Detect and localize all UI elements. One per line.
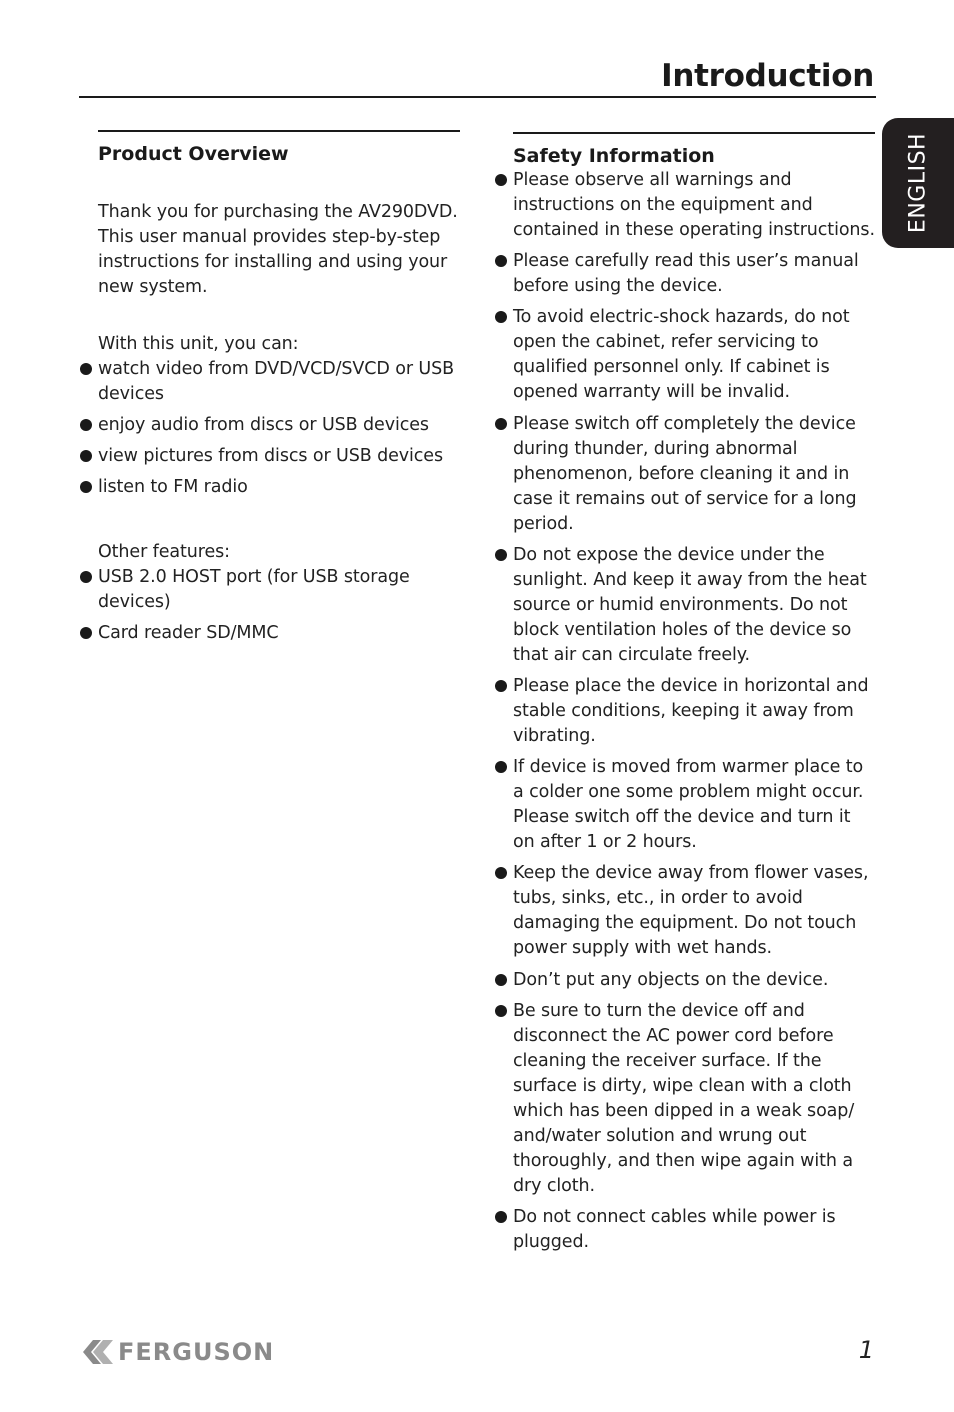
features-label: With this unit, you can: [98, 334, 299, 354]
brand-name: FERGUSON [118, 1338, 275, 1366]
title-divider [79, 96, 876, 98]
list-item: Don’t put any objects on the device. [513, 968, 875, 993]
intro-paragraph: Thank you for purchasing the AV290DVD. This user manual provides step-by-step instructions for installing and using your new system. [98, 202, 458, 297]
section-divider [513, 132, 875, 134]
brand-logo [81, 1336, 274, 1368]
list-item: Do not connect cables while power is plugged. [513, 1205, 875, 1255]
list-item: Keep the device away from flower vases, tubs, sinks, etc., in order to avoid damaging the equipment. Do not touch power supply with wet hands. [513, 861, 875, 961]
page-number: 1 [858, 1336, 874, 1364]
language-tab [882, 118, 954, 248]
list-item: Please switch off completely the device during thunder, during abnormal phenomenon, before cleaning it and in case it remains out of service for a long period. [513, 412, 875, 537]
safety-list [513, 168, 875, 1255]
list-item: enjoy audio from discs or USB devices [98, 413, 460, 438]
section-heading: Safety Information [513, 145, 715, 167]
list-item: Please observe all warnings and instructions on the equipment and contained in these operating instructions. [513, 168, 875, 243]
list-item: If device is moved from warmer place to a colder one some problem might occur. Please switch off the device and turn it on after 1 or 2 hours. [513, 755, 875, 855]
list-item: USB 2.0 HOST port (for USB storage devices) [98, 565, 460, 615]
section-heading: Product Overview [98, 143, 289, 165]
language-tab-label: ENGLISH [905, 132, 931, 234]
product-overview-section [98, 130, 460, 646]
list-item: watch video from DVD/VCD/SVCD or USB devices [98, 357, 460, 407]
list-item: view pictures from discs or USB devices [98, 444, 460, 469]
list-item: Be sure to turn the device off and disconnect the AC power cord before cleaning the receiver surface. If the surface is dirty, wipe clean with a cloth which has been dipped in a weak soap/ and/water solution and wrung out thoroughly, and then wipe again with a dry cloth. [513, 999, 875, 1199]
safety-information-section [513, 132, 875, 1255]
section-divider [98, 130, 460, 132]
list-item: To avoid electric-shock hazards, do not open the cabinet, refer servicing to qualified personnel only. If cabinet is opened warranty will be invalid. [513, 305, 875, 405]
other-features-label: Other features: [98, 542, 230, 562]
features-list [98, 357, 460, 500]
list-item: Card reader SD/MMC [98, 621, 460, 646]
other-features-list [98, 565, 460, 646]
ferguson-logo-icon [81, 1338, 115, 1366]
list-item: Please carefully read this user’s manual before using the device. [513, 249, 875, 299]
list-item: listen to FM radio [98, 475, 460, 500]
page-title: Introduction [661, 58, 874, 94]
list-item: Please place the device in horizontal and stable conditions, keeping it away from vibrating. [513, 674, 875, 749]
list-item: Do not expose the device under the sunlight. And keep it away from the heat source or humid environments. Do not block ventilation holes of the device so that air can circulate freely. [513, 543, 875, 668]
